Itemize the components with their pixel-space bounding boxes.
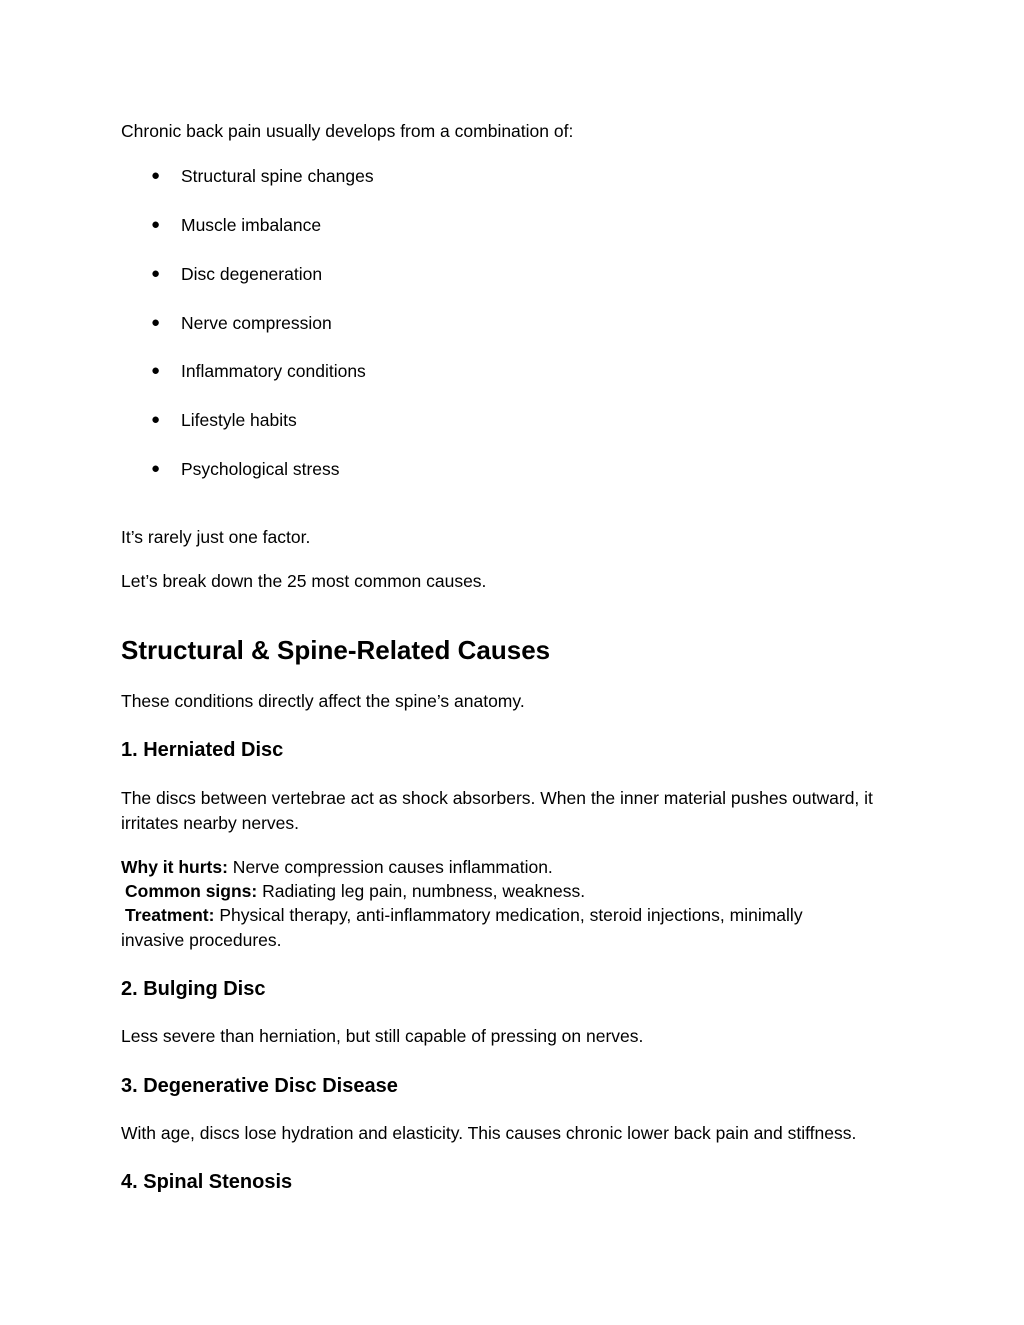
- cause-heading-degenerative-disc-disease: 3. Degenerative Disc Disease: [121, 1075, 398, 1097]
- section-intro: These conditions directly affect the spine’s anatomy.: [121, 691, 525, 711]
- treatment-line: [121, 903, 866, 952]
- cause-description: Less severe than herniation, but still capable of pressing on nerves.: [121, 1026, 644, 1046]
- list-item-text: Disc degeneration: [181, 264, 323, 284]
- list-item-text: Structural spine changes: [181, 166, 374, 186]
- cause-heading-spinal-stenosis: 4. Spinal Stenosis: [121, 1171, 293, 1193]
- common-signs-line: [125, 879, 915, 904]
- bullet-icon: ●: [151, 314, 161, 331]
- cause-heading-bulging-disc: 2. Bulging Disc: [121, 978, 266, 1000]
- cause-description: With age, discs lose hydration and elasticity. This causes chronic lower back pain and stiffness.: [121, 1123, 857, 1143]
- treatment-label: Treatment:: [125, 905, 215, 925]
- treatment-text: Physical therapy, anti-inflammatory medication, steroid injections, minimally invasive procedures.: [121, 905, 803, 950]
- bullet-icon: ●: [151, 265, 161, 282]
- cause-heading-herniated-disc: 1. Herniated Disc: [121, 739, 284, 761]
- bullet-icon: ●: [151, 216, 161, 233]
- intro-note-rarely: It’s rarely just one factor.: [121, 527, 311, 547]
- section-heading: Structural & Spine-Related Causes: [121, 635, 551, 665]
- intro-note-breakdown: Let’s break down the 25 most common causes.: [121, 571, 487, 591]
- why-it-hurts-text: Nerve compression causes inflammation.: [227, 857, 553, 877]
- list-item-text: Muscle imbalance: [181, 215, 322, 235]
- list-item-text: Psychological stress: [181, 459, 340, 479]
- why-it-hurts-label: Why it hurts:: [121, 857, 228, 877]
- common-signs-text: Radiating leg pain, numbness, weakness.: [257, 881, 586, 901]
- common-signs-label: Common signs:: [125, 881, 258, 901]
- bullet-icon: ●: [151, 411, 161, 428]
- list-item-text: Inflammatory conditions: [181, 361, 366, 381]
- bullet-icon: ●: [151, 362, 161, 379]
- why-it-hurts-line: [121, 855, 911, 880]
- list-item-text: Lifestyle habits: [181, 410, 297, 430]
- list-item-text: Nerve compression: [181, 313, 332, 333]
- cause-description: The discs between vertebrae act as shock absorbers. When the inner material pushes outward, it irritates nearby nerves.: [121, 788, 873, 833]
- bullet-icon: ●: [151, 460, 161, 477]
- intro-lead: Chronic back pain usually develops from a combination of:: [121, 121, 574, 141]
- bullet-icon: ●: [151, 167, 161, 184]
